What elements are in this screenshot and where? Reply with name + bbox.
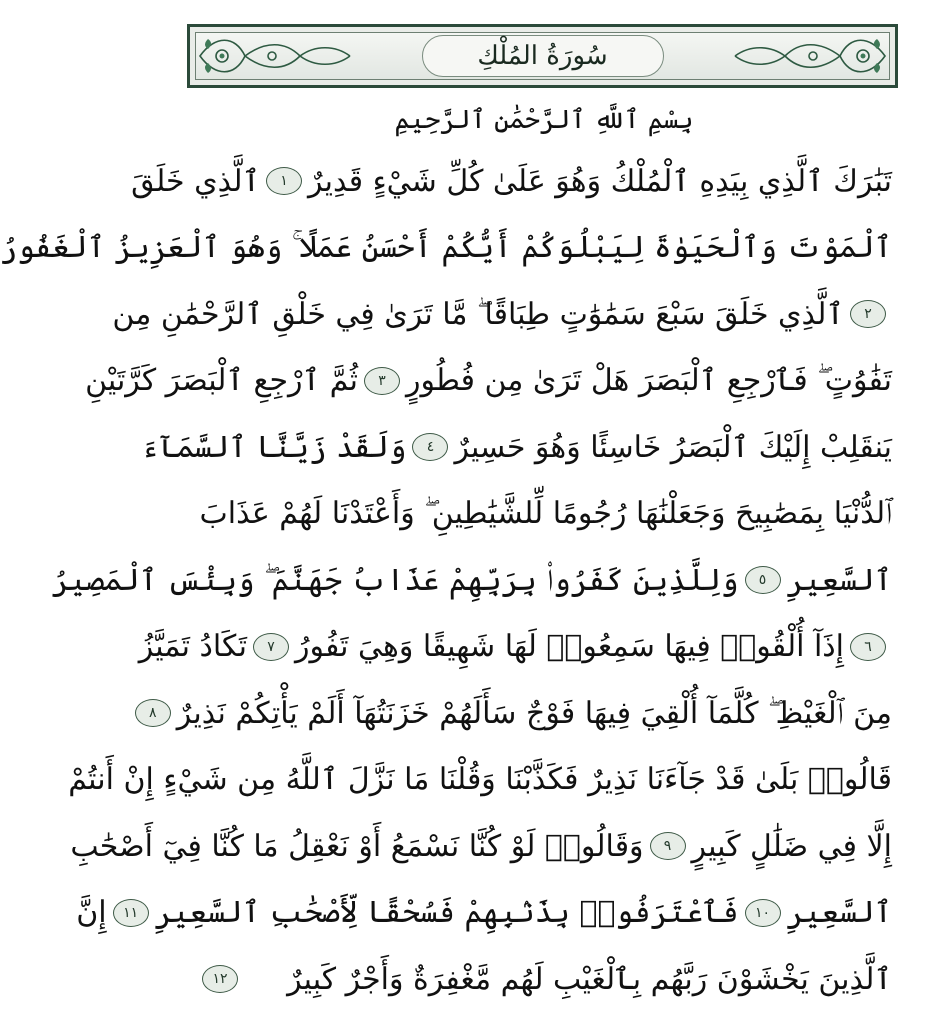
verse-lines <box>0 148 892 1013</box>
verse-line <box>138 614 892 681</box>
basmala: بِسْمِ ٱللَّهِ ٱلرَّحْمَٰنِ ٱلرَّحِيمِ <box>394 105 694 135</box>
verse-line <box>51 547 892 614</box>
surah-title: سُورَةُ المُلْكِ <box>477 41 608 71</box>
verse-text: ٱلَّذِي خَلَقَ <box>131 163 261 199</box>
verse-line <box>68 747 892 814</box>
ayah-number-marker: ٣ <box>364 367 400 395</box>
ayah-number-marker: ١٢ <box>202 965 238 993</box>
verse-text: وَلِلَّذِينَ كَفَرُوا۟ بِرَبِّهِمْ عَذَابُ جَهَنَّمَ ۖ وَبِئْسَ ٱلْمَصِيرُ <box>51 562 739 598</box>
verse-text: ٱلَّذِينَ يَخْشَوْنَ رَبَّهُم بِٱلْغَيْبِ لَهُم مَّغْفِرَةٌ وَأَجْرٌ كَبِيرٌ <box>287 961 892 997</box>
verse-text: مِنَ ٱلْغَيْظِ ۖ كُلَّمَآ أُلْقِيَ فِيهَا فَوْجٌ سَأَلَهُمْ خَزَنَتُهَآ أَلَمْ يَأْتِكُمْ نَذِيرٌ <box>176 695 892 731</box>
ayah-number-marker: ٨ <box>135 699 171 727</box>
verse-line <box>149 680 892 747</box>
ayah-number-marker: ٩ <box>650 832 686 860</box>
verse-line <box>70 813 892 880</box>
verse-text: ٱلسَّعِيرِ <box>786 562 892 598</box>
verse-text: ٱلْمَوْتَ وَٱلْحَيَوٰةَ لِيَبْلُوَكُمْ أَيُّكُمْ أَحْسَنُ عَمَلًا ۚ وَهُوَ ٱلْعَزِيزُ ٱلْغَفُورُ <box>0 230 892 266</box>
ayah-number-marker: ٦ <box>850 633 886 661</box>
verse-text: ٱلدُّنْيَا بِمَصَٰبِيحَ وَجَعَلْنَٰهَا رُجُومًا لِّلشَّيَٰطِينِ ۖ وَأَعْتَدْنَا لَهُمْ عَذَابَ <box>199 496 892 532</box>
ayah-number-marker: ٥ <box>745 566 781 594</box>
verse-line <box>112 281 892 348</box>
verse-text: وَقَالُوا۟ لَوْ كُنَّا نَسْمَعُ أَوْ نَعْقِلُ مَا كُنَّا فِيٓ أَصْحَٰبِ <box>70 828 644 864</box>
surah-title-cartouche <box>422 35 664 77</box>
verse-text: إِذَآ أُلْقُوا۟ فِيهَا سَمِعُوا۟ لَهَا شَهِيقًا وَهِيَ تَفُورُ <box>294 629 844 665</box>
ayah-number-marker: ١١ <box>113 899 149 927</box>
verse-line <box>141 414 892 481</box>
verse-text: تَبَٰرَكَ ٱلَّذِي بِيَدِهِ ٱلْمُلْكُ وَهُوَ عَلَىٰ كُلِّ شَيْءٍ قَدِيرٌ <box>308 163 892 199</box>
verse-text: تَفَٰوُتٍ ۖ فَٱرْجِعِ ٱلْبَصَرَ هَلْ تَرَىٰ مِن فُطُورٍ <box>405 363 892 399</box>
verse-line <box>0 215 892 282</box>
ayah-number-marker: ١٠ <box>745 899 781 927</box>
verse-text: ثُمَّ ٱرْجِعِ ٱلْبَصَرَ كَرَّتَيْنِ <box>85 363 358 399</box>
verse-text: تَكَادُ تَمَيَّزُ <box>138 629 247 665</box>
verse-line <box>85 348 892 415</box>
verse-text: إِلَّا فِي ضَلَٰلٍ كَبِيرٍ <box>691 828 892 864</box>
verse-line <box>76 880 892 947</box>
ayah-number-marker: ٢ <box>850 300 886 328</box>
verse-text: ٱلسَّعِيرِ <box>786 895 892 931</box>
ayah-number-marker: ١ <box>266 167 302 195</box>
ayah-number-marker: ٤ <box>412 433 448 461</box>
verse-line <box>196 481 892 548</box>
surah-header-frame <box>187 24 898 88</box>
verse-text: قَالُوا۟ بَلَىٰ قَدْ جَآءَنَا نَذِيرٌ فَكَذَّبْنَا وَقُلْنَا مَا نَزَّلَ ٱللَّهُ مِن شَيْءٍ إِنْ أَنتُمْ <box>68 762 892 798</box>
verse-text: وَلَقَدْ زَيَّنَّا ٱلسَّمَآءَ <box>141 429 407 465</box>
verse-text: فَٱعْتَرَفُوا۟ بِذَنۢبِهِمْ فَسُحْقًا لِّأَصْحَٰبِ ٱلسَّعِيرِ <box>154 895 739 931</box>
verse-text: يَنقَلِبْ إِلَيْكَ ٱلْبَصَرُ خَاسِئًا وَهُوَ حَسِيرٌ <box>454 429 892 465</box>
verse-line <box>131 148 892 215</box>
verse-line <box>196 946 892 1013</box>
verse-text: إِنَّ <box>76 895 107 931</box>
verse-text: ٱلَّذِي خَلَقَ سَبْعَ سَمَٰوَٰتٍ طِبَاقًا ۖ مَّا تَرَىٰ فِي خَلْقِ ٱلرَّحْمَٰنِ مِن <box>112 296 844 332</box>
ayah-number-marker: ٧ <box>253 633 289 661</box>
floral-ornament-left-icon <box>190 27 360 85</box>
floral-ornament-right-icon <box>725 27 895 85</box>
